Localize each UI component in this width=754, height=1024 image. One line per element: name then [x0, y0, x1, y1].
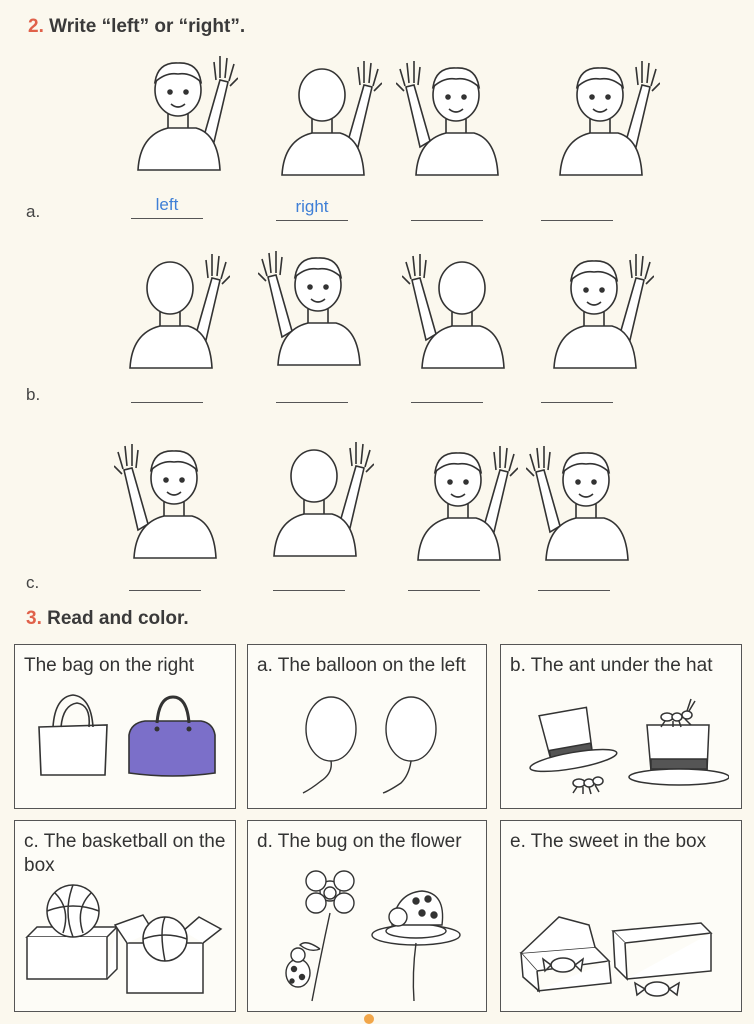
exercise-2-heading — [28, 16, 245, 38]
answer-b2[interactable] — [276, 378, 348, 403]
answer-a3[interactable] — [411, 196, 483, 221]
kid-b4-raising-left-hand — [534, 248, 654, 378]
kid-a1-raising-left-hand — [118, 50, 238, 180]
balloon-right — [386, 697, 436, 761]
answer-c2[interactable] — [273, 566, 345, 591]
bags-illustration — [33, 689, 223, 779]
answer-b4[interactable] — [541, 378, 613, 403]
ant-on-hat — [661, 699, 695, 727]
card-label: c. The basketball on the box — [24, 831, 226, 876]
exercise-3-number: 3. — [26, 608, 42, 629]
row-a-letter: a. — [26, 202, 41, 221]
kid-a4-girl-raising-left-hand — [540, 55, 660, 185]
card-label: The bag on the right — [24, 655, 195, 676]
answer-c1[interactable] — [129, 566, 201, 591]
exercise-3-heading — [26, 608, 189, 630]
sweets-boxes-illustration — [515, 897, 729, 1001]
kid-c2-girl-back-raising-left-hand — [254, 436, 374, 566]
card-basketball-on-the-box — [14, 820, 236, 1012]
right-bag-colored — [129, 697, 215, 776]
basketball-on-box — [47, 885, 99, 937]
kid-b1-girl-back-raising-right-hand — [110, 248, 230, 378]
answer-c4[interactable] — [538, 566, 610, 591]
card-balloon-on-the-left — [247, 644, 487, 809]
kid-c1-raising-right-hand — [114, 438, 234, 568]
card-sweet-in-the-box — [500, 820, 742, 1012]
kid-c4-raising-right-hand — [526, 440, 646, 570]
kid-a2-back-raising-right-hand — [262, 55, 382, 185]
exercise-2-instruction: Write “left” or “right”. — [49, 16, 246, 37]
kid-b3-back-raising-left-hand — [402, 248, 522, 378]
card-label: e. The sweet in the box — [510, 831, 707, 852]
answer-a1[interactable]: left — [131, 194, 203, 219]
card-label: a. The balloon on the left — [257, 655, 466, 676]
row-b-letter: b. — [26, 385, 41, 404]
answer-c3[interactable] — [408, 566, 480, 591]
ladybug-on-flower — [389, 891, 443, 926]
sweet-outside-box — [635, 982, 679, 996]
card-bag-on-the-right — [14, 644, 236, 809]
card-label: b. The ant under the hat — [510, 655, 713, 676]
answer-b3[interactable] — [411, 378, 483, 403]
answer-a4[interactable] — [541, 196, 613, 221]
row-c-letter: c. — [26, 573, 40, 592]
balloons-illustration — [293, 693, 443, 801]
page-marker-dot — [364, 1014, 374, 1024]
hats-illustration — [519, 697, 729, 797]
right-flower — [372, 924, 460, 1001]
basketball-boxes-illustration — [23, 881, 229, 1005]
left-bag-outline — [39, 695, 107, 775]
card-bug-on-the-flower — [247, 820, 487, 1012]
card-ant-under-the-hat — [500, 644, 742, 809]
ant-under-hat — [573, 777, 603, 794]
balloon-left — [306, 697, 356, 761]
kid-b2-raising-right-hand — [258, 245, 378, 375]
kid-a3-raising-right-hand — [396, 55, 516, 185]
card-label: d. The bug on the flower — [257, 831, 462, 852]
ladybug-left — [286, 948, 310, 987]
bug-flowers-illustration — [276, 869, 466, 1009]
exercise-3-instruction: Read and color. — [47, 608, 189, 629]
answer-a2[interactable]: right — [276, 196, 348, 221]
kid-c3-raising-left-hand — [398, 440, 518, 570]
basketball-in-box — [143, 917, 187, 961]
answer-b1[interactable] — [131, 378, 203, 403]
exercise-2-number: 2. — [28, 16, 44, 37]
